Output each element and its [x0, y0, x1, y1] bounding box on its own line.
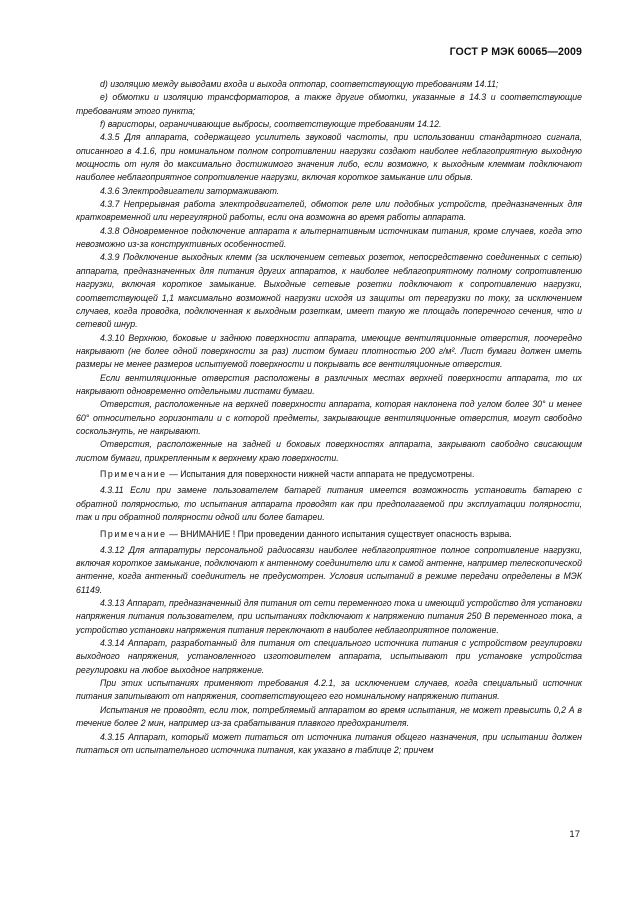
body-paragraph: 4.3.6 Электродвигатели затормаживают. — [100, 185, 280, 196]
note-text: — Испытания для поверхности нижней части аппарата не предусмотрены. — [166, 469, 475, 480]
body-paragraph: 4.3.13 Аппарат, предназначенный для питания от сети переменного тока и имеющий устройство для установки напряжения питания пользователем, при испытаниях подключают к напряжению питания 250 В переменного тока, а устройство установки напряжения питания переключают в наиболее неблагоприятное положение. — [76, 598, 582, 635]
body-paragraph: 4.3.14 Аппарат, разработанный для питания от специального источника питания с устройством регулировки выходного напряжения, установленного изготовителем аппарата, испытывают при установке устройства регулировки на любое выходное напряжение. — [76, 638, 582, 675]
page-number: 17 — [569, 829, 580, 840]
body-paragraph: Испытания не проводят, если ток, потребляемый аппаратом во время испытания, не может превысить 0,2 А в течение более 2 мин, например из-за срабатывания плавкого предохранителя. — [76, 704, 582, 729]
note-paragraph — [76, 468, 582, 481]
document-body — [76, 78, 582, 757]
document-code-header: ГОСТ Р МЭК 60065—2009 — [449, 46, 582, 58]
body-paragraph: 4.3.8 Одновременное подключение аппарата к альтернативным источникам питания, кроме случаев, когда это невозможно из-за конструктивных особенностей. — [76, 225, 582, 250]
body-paragraph: 4.3.7 Непрерывная работа электродвигателей, обмоток реле или подобных устройств, предназначенных для кратковременной или нерегулярной работы, если она возможна во время работы аппарата. — [76, 199, 582, 223]
note-label: Примечание — [100, 528, 167, 539]
body-paragraph: 4.3.12 Для аппаратуры персональной радиосвязи наиболее неблагоприятное полное сопротивление нагрузки, включая короткое замыкание, подключают к антенному соединителю или к самой антенне, например телескопической антенне, когда антенный соединитель не предусмотрен. Условия испытаний в режиме передачи определены в МЭК 61149. — [76, 544, 582, 595]
body-paragraph: При этих испытаниях применяют требования 4.2.1, за исключением случаев, когда специальный источник питания запитывают от напряжения, соответствующего его номинальному напряжению питания. — [76, 678, 582, 702]
body-paragraph: 4.3.11 Если при замене пользователем батарей питания имеется возможность установить батарею с обратной полярностью, то испытания аппарата проводят как при предполагаемой при эксплуатации полярности, так и при обратной полярности одной или более батареи. — [76, 485, 582, 522]
body-paragraph: d) изоляцию между выводами входа и выхода оптопар, соответствующую требованиям 14.11; — [100, 79, 499, 89]
body-paragraph: Отверстия, расположенные на верхней поверхности аппарата, которая наклонена под углом более 30° и менее 60° относительно горизонтали и с которой предметы, закрывающие вентиляционные отверстия, могут свободно соскользнуть, не накрывают. — [76, 399, 582, 436]
body-paragraph: 4.3.9 Подключение выходных клемм (за исключением сетевых розеток, непосредственно соединенных с сетью) аппарата, предназначенных для питания других аппаратов, к наиболее неблагоприятному полному сопротивлению нагрузки, включая короткое замыкание. Выходные сетевые розетки подключают к сопротивлению нагрузки, соответствующей 1,1 максимально возможной нагрузки исходя из защиты от перегрузки по току, за исключением случаев, когда проводка, подключенная к выходным розеткам, имеет такую же площадь поперечного сечения, что и сетевой шнур. — [76, 252, 582, 330]
body-paragraph: 4.3.15 Аппарат, который может питаться от источника питания общего назначения, при испытании должен питаться от испытательного источника питания, как указано в таблице 2; причем — [76, 731, 582, 755]
body-paragraph: e) обмотки и изоляцию трансформаторов, а также другие обмотки, указанные в 14.3 и соответствующие требованиям этого пункта; — [76, 92, 582, 116]
body-paragraph: Отверстия, расположенные на задней и боковых поверхностях аппарата, закрывают свободно свисающим листом бумаги, прикрепленным к верхнему краю поверхности. — [76, 439, 582, 463]
body-paragraph: f) варисторы, ограничивающие выбросы, соответствующие требованиям 14.12. — [100, 119, 442, 130]
note-text: — ВНИМАНИЕ ! При проведении данного испытания существует опасность взрыва. — [166, 528, 512, 539]
note-label: Примечание — [100, 469, 167, 480]
body-paragraph: Если вентиляционные отверстия расположены в различных местах верхней поверхности аппарата, то их накрывают одновременно отдельными листами бумаги. — [76, 372, 582, 396]
body-paragraph: 4.3.10 Верхнюю, боковые и заднюю поверхности аппарата, имеющие вентиляционные отверстия, поочередно накрывают (не более одной поверхности за раз) листом бумаги плотностью 200 г/м². Лист бумаги должен иметь размеры не менее размеров испытуемой поверхности и покрывать все вентиляционные отверстия. — [76, 332, 582, 370]
body-paragraph: 4.3.5 Для аппарата, содержащего усилитель звуковой частоты, при использовании стандартного сигнала, описанного в 4.1.6, при номинальном полном сопротивлении нагрузки создают наиболее неблагоприятную выходную мощность от нуля до максимально достижимого значения либо, если возможно, к выходным клеммам подключают наиболее неблагоприятное сопротивление нагрузки, включая короткое замыкание или обрыв. — [76, 132, 582, 183]
note-paragraph — [76, 528, 582, 541]
